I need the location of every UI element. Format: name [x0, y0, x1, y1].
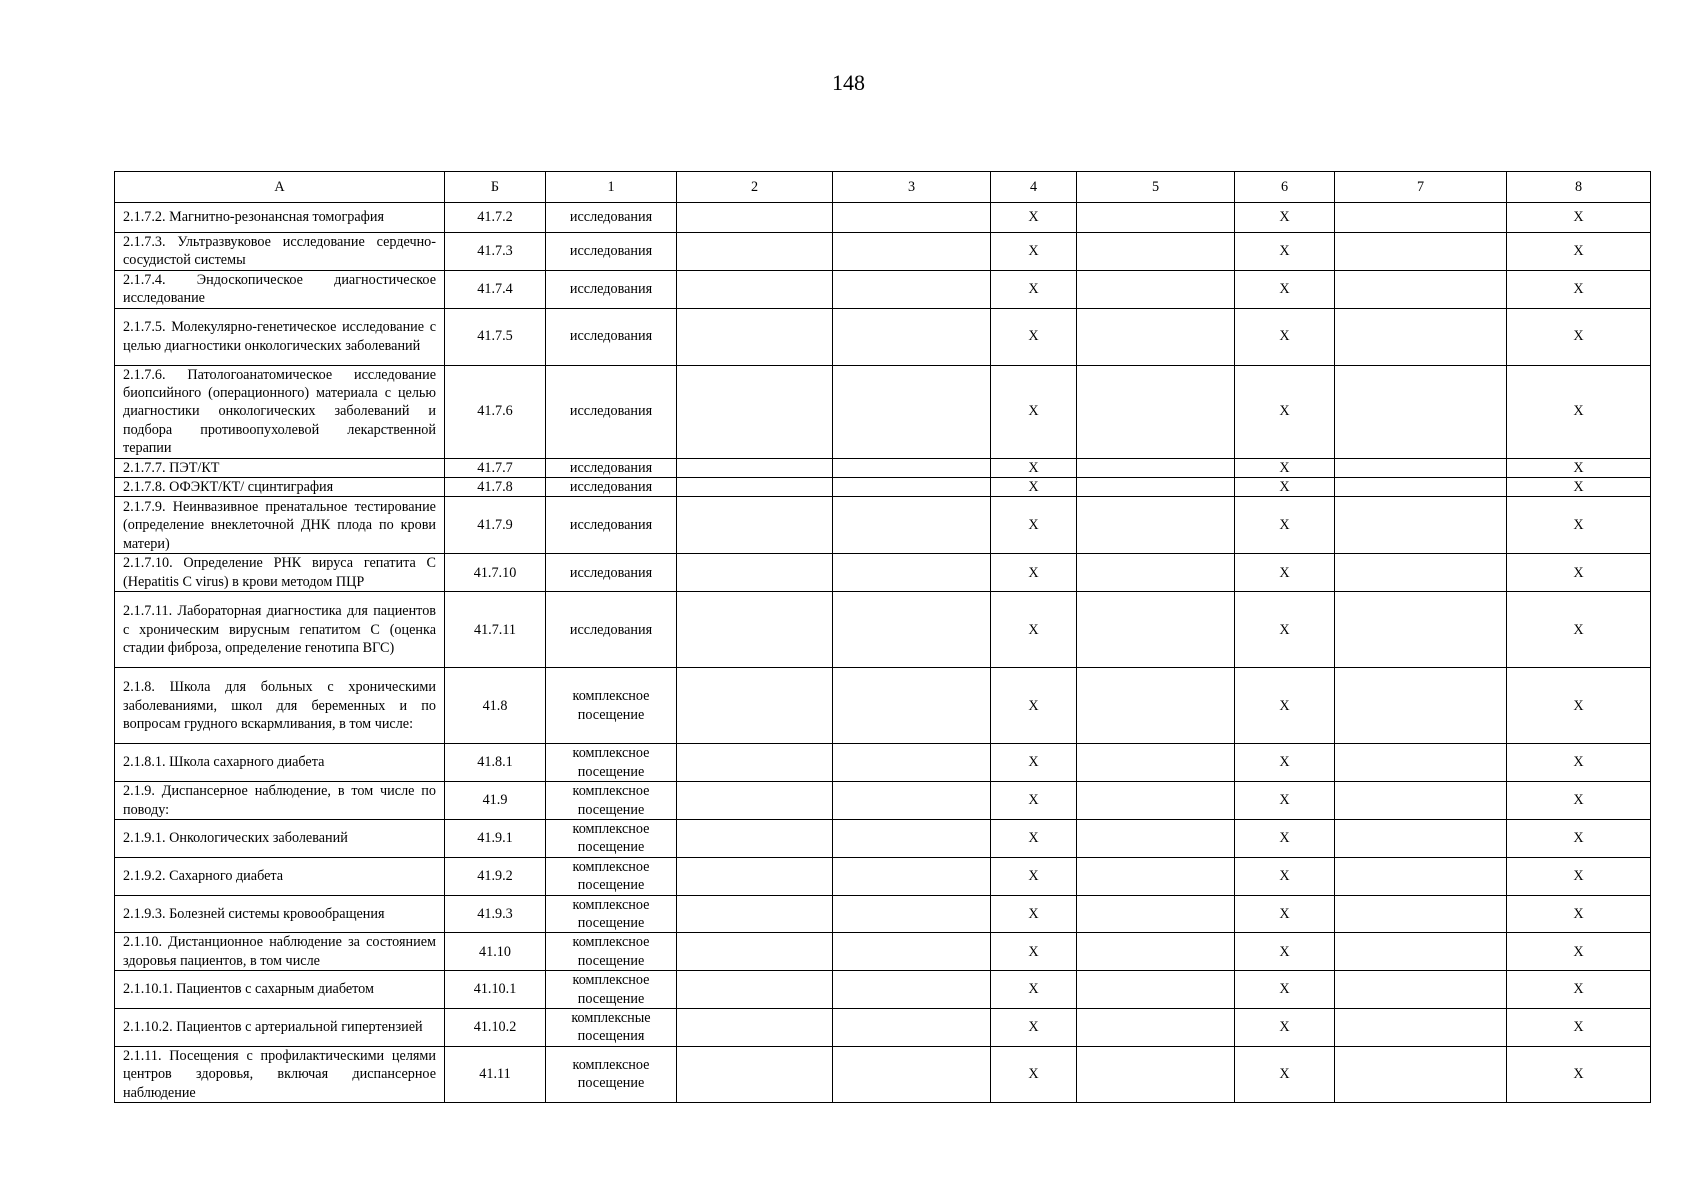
- row-code-cell: 41.7.5: [445, 308, 546, 365]
- row-col8-cell: X: [1507, 308, 1651, 365]
- header-cell: 2: [677, 172, 833, 203]
- table-row: [115, 270, 1651, 308]
- row-col6-cell: X: [1235, 1046, 1335, 1102]
- table-row: [115, 365, 1651, 458]
- row-unit-cell: комплексное посещение: [546, 1046, 677, 1102]
- row-col5-cell: [1077, 1008, 1235, 1046]
- row-unit-cell: исследования: [546, 497, 677, 554]
- row-col4-cell: X: [991, 233, 1077, 271]
- row-unit-cell: комплексное посещение: [546, 971, 677, 1009]
- row-code-cell: 41.7.9: [445, 497, 546, 554]
- row-col7-cell: [1335, 895, 1507, 933]
- row-col2-cell: [677, 270, 833, 308]
- row-col7-cell: [1335, 233, 1507, 271]
- row-col4-cell: X: [991, 744, 1077, 782]
- row-col6-cell: X: [1235, 895, 1335, 933]
- row-name-cell: 2.1.11. Посещения с профилактическими целями центров здоровья, включая диспансерное наблюдение: [115, 1046, 445, 1102]
- row-col2-cell: [677, 497, 833, 554]
- table-row: [115, 203, 1651, 233]
- row-unit-cell: комплексное посещение: [546, 744, 677, 782]
- row-col6-cell: X: [1235, 270, 1335, 308]
- row-col7-cell: [1335, 478, 1507, 497]
- row-col7-cell: [1335, 365, 1507, 458]
- row-name-cell: 2.1.7.3. Ультразвуковое исследование сердечно-сосудистой системы: [115, 233, 445, 271]
- row-col5-cell: [1077, 458, 1235, 477]
- row-col2-cell: [677, 857, 833, 895]
- row-col3-cell: [833, 478, 991, 497]
- row-name-cell: 2.1.9.1. Онкологических заболеваний: [115, 819, 445, 857]
- row-col4-cell: X: [991, 819, 1077, 857]
- row-col7-cell: [1335, 458, 1507, 477]
- row-code-cell: 41.8: [445, 668, 546, 744]
- row-col8-cell: X: [1507, 933, 1651, 971]
- row-name-cell: 2.1.9. Диспансерное наблюдение, в том числе по поводу:: [115, 782, 445, 820]
- header-cell: 5: [1077, 172, 1235, 203]
- row-col6-cell: X: [1235, 744, 1335, 782]
- row-col8-cell: X: [1507, 270, 1651, 308]
- row-col2-cell: [677, 554, 833, 592]
- row-unit-cell: комплексное посещение: [546, 933, 677, 971]
- row-col4-cell: X: [991, 203, 1077, 233]
- row-col2-cell: [677, 933, 833, 971]
- row-col8-cell: X: [1507, 478, 1651, 497]
- row-unit-cell: комплексное посещение: [546, 782, 677, 820]
- row-col2-cell: [677, 819, 833, 857]
- row-col8-cell: X: [1507, 895, 1651, 933]
- row-col5-cell: [1077, 819, 1235, 857]
- header-cell: А: [115, 172, 445, 203]
- row-col5-cell: [1077, 895, 1235, 933]
- row-code-cell: 41.10.2: [445, 1008, 546, 1046]
- row-col3-cell: [833, 819, 991, 857]
- row-col5-cell: [1077, 592, 1235, 668]
- row-col8-cell: X: [1507, 233, 1651, 271]
- row-col3-cell: [833, 554, 991, 592]
- row-col7-cell: [1335, 971, 1507, 1009]
- header-cell: 8: [1507, 172, 1651, 203]
- row-col2-cell: [677, 895, 833, 933]
- row-code-cell: 41.7.11: [445, 592, 546, 668]
- row-col4-cell: X: [991, 478, 1077, 497]
- row-col3-cell: [833, 458, 991, 477]
- table-row: [115, 458, 1651, 477]
- row-col3-cell: [833, 270, 991, 308]
- row-code-cell: 41.10.1: [445, 971, 546, 1009]
- row-col3-cell: [833, 592, 991, 668]
- row-col2-cell: [677, 668, 833, 744]
- row-col6-cell: X: [1235, 478, 1335, 497]
- row-code-cell: 41.9.1: [445, 819, 546, 857]
- row-col3-cell: [833, 857, 991, 895]
- row-col2-cell: [677, 233, 833, 271]
- row-col3-cell: [833, 668, 991, 744]
- row-col4-cell: X: [991, 857, 1077, 895]
- row-col4-cell: X: [991, 497, 1077, 554]
- header-cell: 4: [991, 172, 1077, 203]
- row-col8-cell: X: [1507, 458, 1651, 477]
- table-row: [115, 933, 1651, 971]
- row-col6-cell: X: [1235, 365, 1335, 458]
- row-col3-cell: [833, 971, 991, 1009]
- row-unit-cell: комплексное посещение: [546, 668, 677, 744]
- table-row: [115, 308, 1651, 365]
- row-col2-cell: [677, 478, 833, 497]
- row-code-cell: 41.9.3: [445, 895, 546, 933]
- row-unit-cell: исследования: [546, 203, 677, 233]
- row-col7-cell: [1335, 497, 1507, 554]
- row-col8-cell: X: [1507, 365, 1651, 458]
- row-col8-cell: X: [1507, 857, 1651, 895]
- row-name-cell: 2.1.7.11. Лабораторная диагностика для пациентов с хроническим вирусным гепатитом C (оценка стадии фиброза, определение генотипа ВГС): [115, 592, 445, 668]
- row-unit-cell: исследования: [546, 365, 677, 458]
- header-cell: 1: [546, 172, 677, 203]
- row-col6-cell: X: [1235, 933, 1335, 971]
- row-col6-cell: X: [1235, 1008, 1335, 1046]
- header-cell: 6: [1235, 172, 1335, 203]
- row-unit-cell: комплексное посещение: [546, 819, 677, 857]
- row-name-cell: 2.1.10.2. Пациентов с артериальной гипертензией: [115, 1008, 445, 1046]
- row-col5-cell: [1077, 971, 1235, 1009]
- row-col8-cell: X: [1507, 668, 1651, 744]
- row-col5-cell: [1077, 478, 1235, 497]
- row-col4-cell: X: [991, 668, 1077, 744]
- row-col6-cell: X: [1235, 971, 1335, 1009]
- row-col5-cell: [1077, 365, 1235, 458]
- row-col3-cell: [833, 203, 991, 233]
- row-col3-cell: [833, 1046, 991, 1102]
- row-col7-cell: [1335, 668, 1507, 744]
- row-code-cell: 41.7.7: [445, 458, 546, 477]
- row-name-cell: 2.1.7.9. Неинвазивное пренатальное тестирование (определение внеклеточной ДНК плода по крови матери): [115, 497, 445, 554]
- row-col5-cell: [1077, 497, 1235, 554]
- row-col2-cell: [677, 308, 833, 365]
- row-col4-cell: X: [991, 782, 1077, 820]
- row-col6-cell: X: [1235, 782, 1335, 820]
- row-col5-cell: [1077, 203, 1235, 233]
- row-unit-cell: комплексное посещение: [546, 895, 677, 933]
- table-row: [115, 971, 1651, 1009]
- row-col6-cell: X: [1235, 233, 1335, 271]
- row-col7-cell: [1335, 744, 1507, 782]
- row-code-cell: 41.8.1: [445, 744, 546, 782]
- row-unit-cell: исследования: [546, 458, 677, 477]
- row-col8-cell: X: [1507, 497, 1651, 554]
- row-col3-cell: [833, 308, 991, 365]
- row-col7-cell: [1335, 933, 1507, 971]
- row-col6-cell: X: [1235, 857, 1335, 895]
- report-table: [114, 171, 1651, 1103]
- row-col4-cell: X: [991, 458, 1077, 477]
- row-code-cell: 41.7.2: [445, 203, 546, 233]
- row-col7-cell: [1335, 203, 1507, 233]
- row-name-cell: 2.1.7.2. Магнитно-резонансная томография: [115, 203, 445, 233]
- row-col2-cell: [677, 203, 833, 233]
- row-col2-cell: [677, 1008, 833, 1046]
- row-col5-cell: [1077, 933, 1235, 971]
- row-col5-cell: [1077, 554, 1235, 592]
- row-col3-cell: [833, 1008, 991, 1046]
- row-col4-cell: X: [991, 933, 1077, 971]
- table-row: [115, 668, 1651, 744]
- row-col2-cell: [677, 365, 833, 458]
- table-row: [115, 478, 1651, 497]
- row-col7-cell: [1335, 592, 1507, 668]
- header-cell: Б: [445, 172, 546, 203]
- row-col8-cell: X: [1507, 1008, 1651, 1046]
- table-row: [115, 592, 1651, 668]
- row-code-cell: 41.7.8: [445, 478, 546, 497]
- row-col6-cell: X: [1235, 308, 1335, 365]
- row-col6-cell: X: [1235, 668, 1335, 744]
- row-col4-cell: X: [991, 365, 1077, 458]
- row-code-cell: 41.9.2: [445, 857, 546, 895]
- row-col5-cell: [1077, 1046, 1235, 1102]
- row-col3-cell: [833, 782, 991, 820]
- header-cell: 7: [1335, 172, 1507, 203]
- row-col7-cell: [1335, 1046, 1507, 1102]
- row-col7-cell: [1335, 857, 1507, 895]
- header-cell: 3: [833, 172, 991, 203]
- table-row: [115, 857, 1651, 895]
- row-col5-cell: [1077, 308, 1235, 365]
- row-name-cell: 2.1.10.1. Пациентов с сахарным диабетом: [115, 971, 445, 1009]
- row-col4-cell: X: [991, 895, 1077, 933]
- row-col4-cell: X: [991, 554, 1077, 592]
- row-unit-cell: исследования: [546, 592, 677, 668]
- row-col4-cell: X: [991, 308, 1077, 365]
- row-col5-cell: [1077, 270, 1235, 308]
- row-col2-cell: [677, 1046, 833, 1102]
- table-row: [115, 819, 1651, 857]
- row-col2-cell: [677, 971, 833, 1009]
- row-code-cell: 41.10: [445, 933, 546, 971]
- row-code-cell: 41.7.4: [445, 270, 546, 308]
- row-col4-cell: X: [991, 1046, 1077, 1102]
- row-code-cell: 41.7.10: [445, 554, 546, 592]
- row-col4-cell: X: [991, 971, 1077, 1009]
- row-col8-cell: X: [1507, 554, 1651, 592]
- table-row: [115, 233, 1651, 271]
- row-col5-cell: [1077, 744, 1235, 782]
- row-unit-cell: исследования: [546, 478, 677, 497]
- row-unit-cell: комплексное посещение: [546, 857, 677, 895]
- row-code-cell: 41.7.3: [445, 233, 546, 271]
- row-col8-cell: X: [1507, 782, 1651, 820]
- row-name-cell: 2.1.7.10. Определение РНК вируса гепатита C (Hepatitis C virus) в крови методом ПЦР: [115, 554, 445, 592]
- row-code-cell: 41.7.6: [445, 365, 546, 458]
- row-name-cell: 2.1.10. Дистанционное наблюдение за состоянием здоровья пациентов, в том числе: [115, 933, 445, 971]
- table-row: [115, 497, 1651, 554]
- row-unit-cell: исследования: [546, 270, 677, 308]
- table-row: [115, 1008, 1651, 1046]
- row-col7-cell: [1335, 819, 1507, 857]
- row-name-cell: 2.1.7.4. Эндоскопическое диагностическое исследование: [115, 270, 445, 308]
- row-col5-cell: [1077, 782, 1235, 820]
- row-name-cell: 2.1.9.3. Болезней системы кровообращения: [115, 895, 445, 933]
- row-col6-cell: X: [1235, 458, 1335, 477]
- row-col3-cell: [833, 895, 991, 933]
- row-col7-cell: [1335, 554, 1507, 592]
- table-body: [115, 203, 1651, 1103]
- row-col8-cell: X: [1507, 819, 1651, 857]
- row-col3-cell: [833, 497, 991, 554]
- row-unit-cell: исследования: [546, 554, 677, 592]
- row-name-cell: 2.1.8.1. Школа сахарного диабета: [115, 744, 445, 782]
- row-col7-cell: [1335, 308, 1507, 365]
- row-col6-cell: X: [1235, 497, 1335, 554]
- table-row: [115, 895, 1651, 933]
- row-col2-cell: [677, 458, 833, 477]
- row-name-cell: 2.1.7.7. ПЭТ/КТ: [115, 458, 445, 477]
- row-name-cell: 2.1.7.8. ОФЭКТ/КТ/ сцинтиграфия: [115, 478, 445, 497]
- table-row: [115, 744, 1651, 782]
- row-col8-cell: X: [1507, 203, 1651, 233]
- row-col7-cell: [1335, 270, 1507, 308]
- row-unit-cell: исследования: [546, 308, 677, 365]
- header-row: [115, 172, 1651, 203]
- row-col2-cell: [677, 592, 833, 668]
- row-col2-cell: [677, 782, 833, 820]
- table-row: [115, 1046, 1651, 1102]
- table-row: [115, 782, 1651, 820]
- row-col5-cell: [1077, 857, 1235, 895]
- row-name-cell: 2.1.7.6. Патологоанатомическое исследование биопсийного (операционного) материала с целью диагностики онкологических заболеваний и подбора противоопухолевой лекарственной терапии: [115, 365, 445, 458]
- row-col7-cell: [1335, 1008, 1507, 1046]
- row-col6-cell: X: [1235, 819, 1335, 857]
- row-code-cell: 41.11: [445, 1046, 546, 1102]
- table-row: [115, 554, 1651, 592]
- row-col6-cell: X: [1235, 554, 1335, 592]
- row-col4-cell: X: [991, 1008, 1077, 1046]
- row-col8-cell: X: [1507, 592, 1651, 668]
- row-name-cell: 2.1.7.5. Молекулярно-генетическое исследование с целью диагностики онкологических заболеваний: [115, 308, 445, 365]
- row-col2-cell: [677, 744, 833, 782]
- row-col4-cell: X: [991, 270, 1077, 308]
- row-name-cell: 2.1.9.2. Сахарного диабета: [115, 857, 445, 895]
- row-unit-cell: исследования: [546, 233, 677, 271]
- row-col3-cell: [833, 233, 991, 271]
- row-col7-cell: [1335, 782, 1507, 820]
- row-col5-cell: [1077, 668, 1235, 744]
- row-col3-cell: [833, 933, 991, 971]
- row-col3-cell: [833, 744, 991, 782]
- row-col3-cell: [833, 365, 991, 458]
- page-number: 148: [832, 70, 865, 95]
- row-col6-cell: X: [1235, 592, 1335, 668]
- row-col8-cell: X: [1507, 1046, 1651, 1102]
- row-col5-cell: [1077, 233, 1235, 271]
- row-col4-cell: X: [991, 592, 1077, 668]
- row-col8-cell: X: [1507, 971, 1651, 1009]
- row-col8-cell: X: [1507, 744, 1651, 782]
- row-code-cell: 41.9: [445, 782, 546, 820]
- row-unit-cell: комплексные посещения: [546, 1008, 677, 1046]
- row-col6-cell: X: [1235, 203, 1335, 233]
- row-name-cell: 2.1.8. Школа для больных с хроническими заболеваниями, школ для беременных и по вопросам грудного вскармливания, в том числе:: [115, 668, 445, 744]
